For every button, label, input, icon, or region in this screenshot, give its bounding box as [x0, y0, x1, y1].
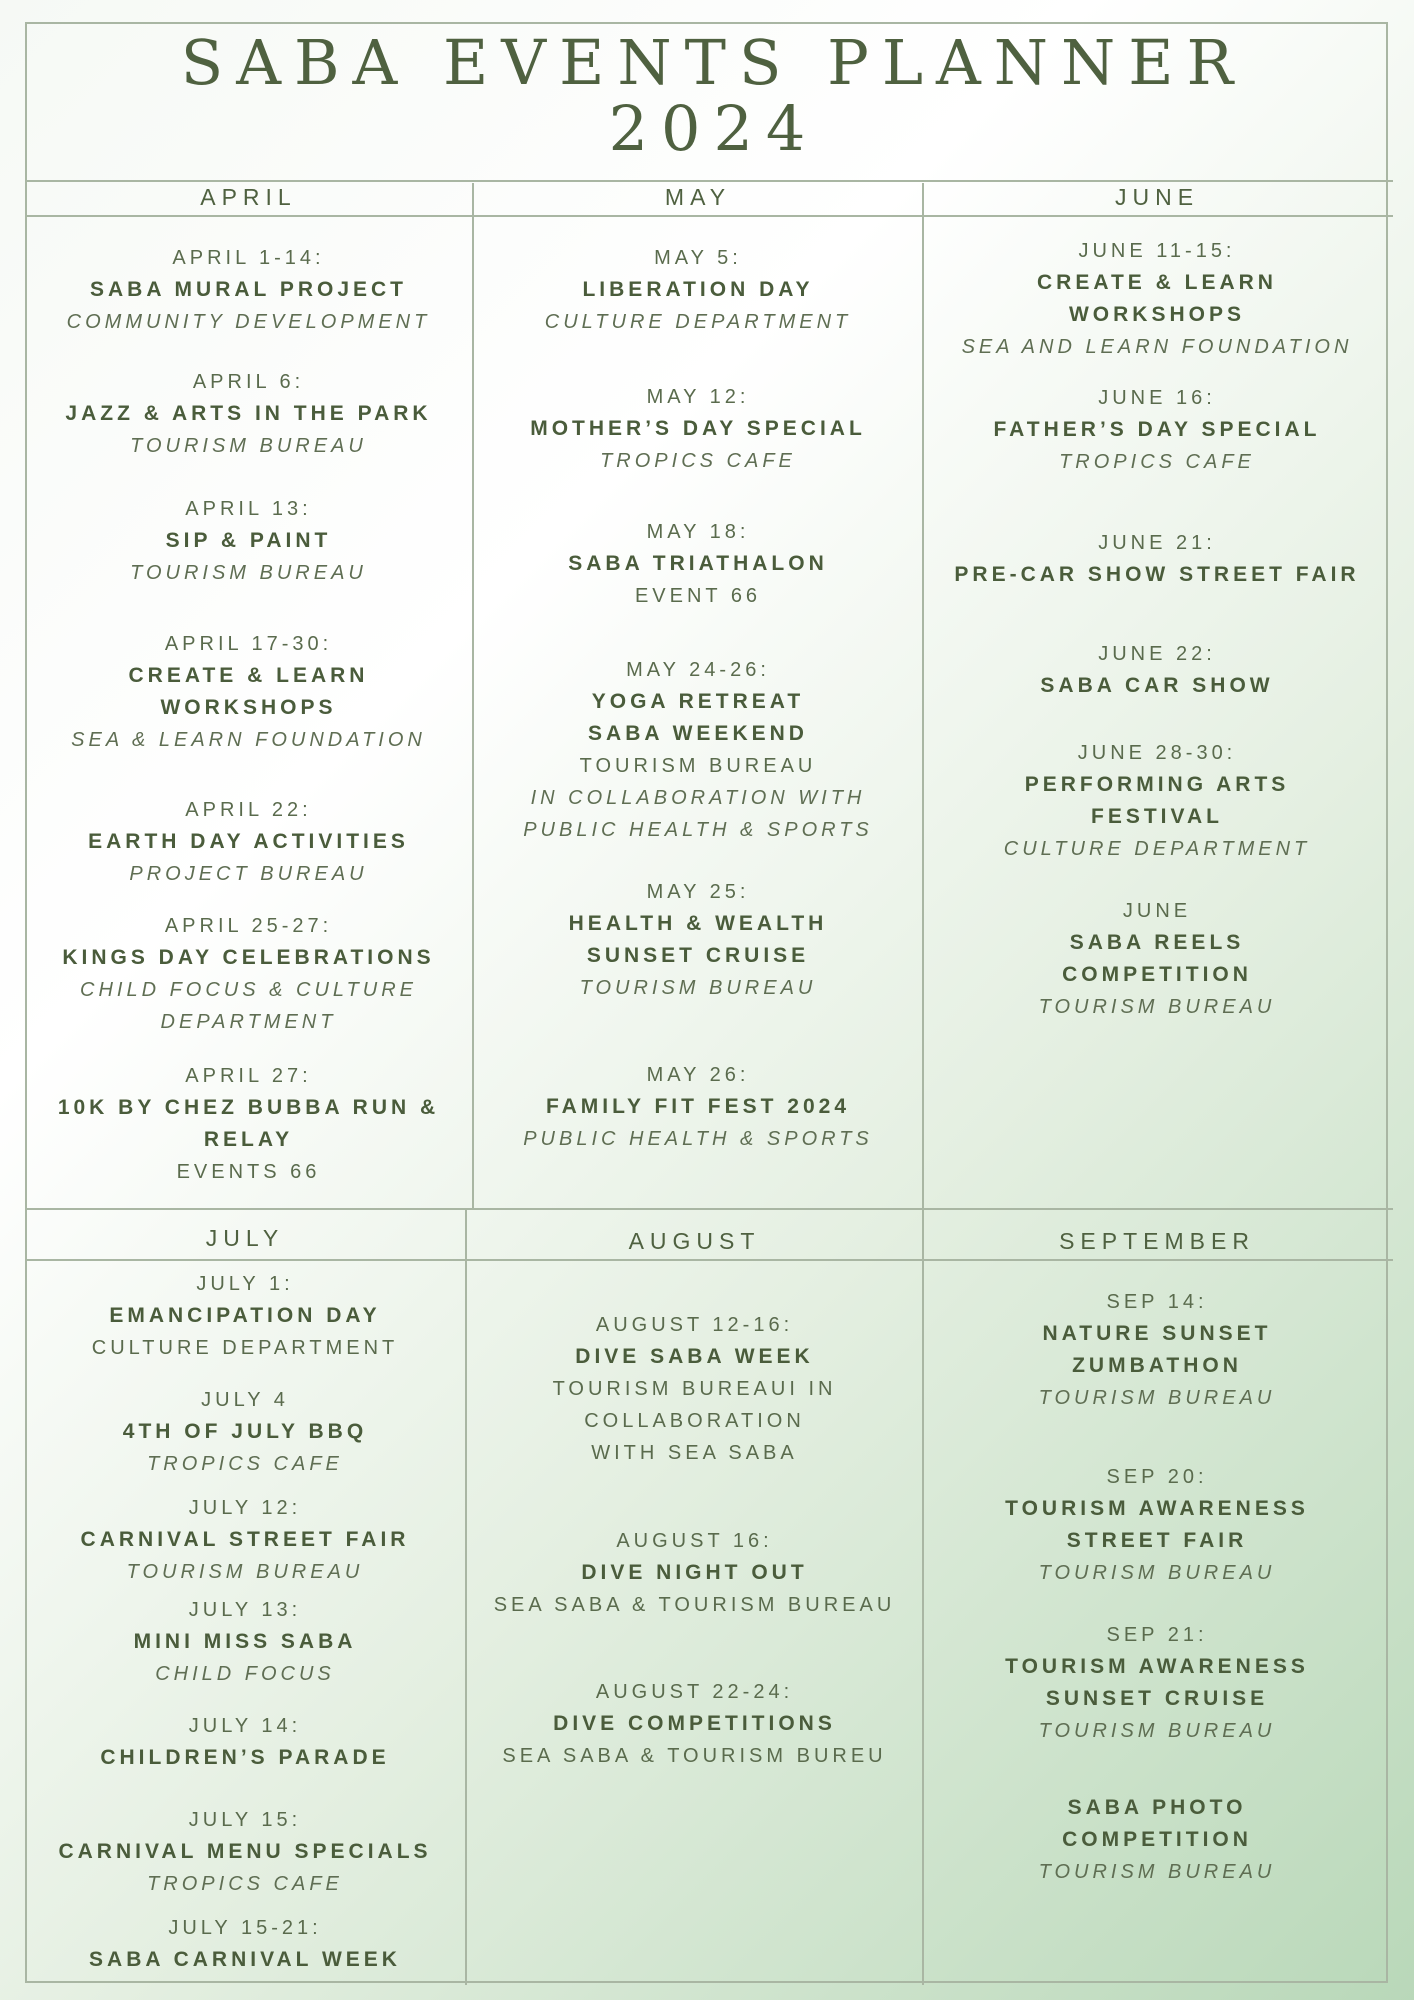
event-date: MAY 12:: [646, 386, 750, 408]
event-name: SABA WEEKEND: [588, 722, 808, 745]
event-date: JUNE 22:: [1098, 643, 1216, 665]
event: [924, 1619, 1390, 1747]
event-organizer: COMMUNITY DEVELOPMENT: [66, 311, 431, 333]
event-date: JULY 1:: [196, 1273, 294, 1295]
event-organizer: CULTURE DEPARTMENT: [91, 1337, 399, 1359]
event: [924, 1461, 1390, 1589]
event-name: TOURISM AWARENESS: [1005, 1497, 1309, 1520]
event-organizer: CULTURE DEPARTMENT: [1003, 838, 1311, 860]
event-name: RELAY: [203, 1128, 294, 1151]
event-name: WORKSHOPS: [160, 696, 337, 719]
event-organizer: WITH SEA SABA: [591, 1442, 798, 1464]
event: [467, 1676, 922, 1772]
event-name: HEALTH & WEALTH: [568, 912, 828, 935]
event-name: COMPETITION: [1062, 1828, 1252, 1851]
event-date: JULY 13:: [188, 1599, 302, 1621]
event-name: SABA TRIATHALON: [568, 552, 828, 575]
event: [25, 1912, 465, 1976]
event-organizer: TROPICS CAFE: [147, 1873, 343, 1895]
event-date: JULY 4: [201, 1389, 289, 1411]
event-date: JULY 15:: [188, 1809, 302, 1831]
event-date: JUNE: [1122, 900, 1192, 922]
event-name: CARNIVAL MENU SPECIALS: [58, 1840, 432, 1863]
event-organizer: EVENTS 66: [176, 1161, 321, 1183]
event-name: SUNSET CRUISE: [1045, 1687, 1269, 1710]
event-name: FESTIVAL: [1091, 805, 1223, 828]
event: [25, 1384, 465, 1480]
event-organizer: TOURISM BUREAU: [1038, 996, 1276, 1018]
event-date: MAY 25:: [646, 881, 750, 903]
event-organizer: TOURISM BUREAUI IN: [552, 1378, 837, 1400]
event-date: MAY 5:: [654, 247, 742, 269]
event: [25, 1710, 465, 1774]
event-organizer: TOURISM BUREAU: [126, 1561, 364, 1583]
event-name: SABA REELS: [1069, 931, 1245, 954]
event-organizer: SEA SABA & TOURISM BUREAU: [493, 1594, 896, 1616]
event-date: AUGUST 22-24:: [595, 1681, 794, 1703]
event-organizer: TOURISM BUREAU: [1038, 1720, 1276, 1742]
event-date: APRIL 1-14:: [172, 247, 325, 269]
event-date: AUGUST 12-16:: [595, 1314, 794, 1336]
event-date: MAY 26:: [646, 1064, 750, 1086]
event: [25, 1268, 465, 1364]
event: [924, 1792, 1390, 1888]
event-organizer: CHILD FOCUS: [155, 1663, 335, 1685]
event-name: DIVE NIGHT OUT: [581, 1561, 808, 1584]
event-name: SABA MURAL PROJECT: [89, 278, 408, 301]
event-date: SEP 20:: [1106, 1466, 1208, 1488]
event-organizer: TOURISM BUREAU: [1038, 1562, 1276, 1584]
event-date: MAY 24-26:: [626, 659, 770, 681]
event-name: NATURE SUNSET: [1042, 1322, 1272, 1345]
event-collaboration: IN COLLABORATION WITH: [530, 787, 866, 809]
event-date: JUNE 28-30:: [1077, 742, 1237, 764]
month-header-april: APRIL: [200, 184, 297, 210]
event-name: DIVE COMPETITIONS: [553, 1712, 836, 1735]
event-organizer: TROPICS CAFE: [1059, 451, 1255, 473]
event-name: ZUMBATHON: [1072, 1354, 1242, 1377]
event-organizer: TROPICS CAFE: [600, 450, 796, 472]
event-organizer: TROPICS CAFE: [147, 1453, 343, 1475]
event: [25, 1492, 465, 1588]
event-organizer: CHILD FOCUS & CULTURE: [80, 979, 417, 1001]
event-date: APRIL 17-30:: [164, 633, 333, 655]
event-date: JUNE 21:: [1098, 532, 1216, 554]
event-name: CREATE & LEARN: [1037, 271, 1277, 294]
event-collaboration: PUBLIC HEALTH & SPORTS: [523, 819, 873, 841]
event-name: KINGS DAY CELEBRATIONS: [62, 946, 435, 969]
event-organizer: SEA SABA & TOURISM BUREU: [502, 1745, 887, 1767]
event-date: AUGUST 16:: [616, 1530, 773, 1552]
event: [924, 1286, 1390, 1414]
event-name: PRE-CAR SHOW STREET FAIR: [954, 563, 1360, 586]
event-name: CARNIVAL STREET FAIR: [80, 1528, 410, 1551]
event-name: MOTHER’S DAY SPECIAL: [530, 417, 866, 440]
event-name: COMPETITION: [1062, 963, 1252, 986]
event-name: TOURISM AWARENESS: [1005, 1655, 1309, 1678]
column-september: [924, 0, 1390, 2000]
event-name: FAMILY FIT FEST 2024: [545, 1095, 851, 1118]
event-date: MAY 18:: [646, 521, 750, 543]
event: [25, 1804, 465, 1900]
event-name: SIP & PAINT: [165, 529, 332, 552]
event-date: APRIL 27:: [185, 1065, 312, 1087]
event-organizer: DEPARTMENT: [160, 1011, 337, 1033]
event-date: JULY 15-21:: [168, 1917, 322, 1939]
column-august: [467, 0, 922, 2000]
month-header-july: JULY: [205, 1225, 285, 1251]
event-date: APRIL 13:: [185, 498, 312, 520]
month-header-june: JUNE: [1114, 184, 1200, 210]
event-organizer: EVENT 66: [634, 585, 762, 607]
event: [467, 1525, 922, 1621]
event-date: APRIL 25-27:: [164, 915, 333, 937]
event-organizer: TOURISM BUREAU: [1038, 1387, 1276, 1409]
event-name: EMANCIPATION DAY: [109, 1304, 381, 1327]
event-name: WORKSHOPS: [1068, 303, 1245, 326]
event-name: SABA CARNIVAL WEEK: [89, 1948, 401, 1971]
event-organizer: SEA AND LEARN FOUNDATION: [961, 336, 1353, 358]
title-line-2: 2024: [608, 92, 819, 165]
event-organizer: PUBLIC HEALTH & SPORTS: [523, 1128, 873, 1150]
event-name: DIVE SABA WEEK: [575, 1345, 814, 1368]
event-organizer: TOURISM BUREAU: [130, 562, 367, 584]
event-date: SEP 21:: [1106, 1624, 1208, 1646]
event-name: FATHER’S DAY SPECIAL: [993, 418, 1321, 441]
event: [25, 1594, 465, 1690]
month-header-august: AUGUST: [628, 1228, 761, 1254]
event-name: 10K BY CHEZ BUBBA RUN &: [57, 1096, 440, 1119]
title-line-1: SABA EVENTS PLANNER: [180, 26, 1247, 99]
column-july: [25, 0, 465, 2000]
event-name: EARTH DAY ACTIVITIES: [88, 830, 409, 853]
event-date: SEP 14:: [1106, 1291, 1208, 1313]
event-name: SABA PHOTO: [1067, 1796, 1247, 1819]
event-name: JAZZ & ARTS IN THE PARK: [65, 402, 432, 425]
event: [467, 1309, 922, 1469]
event-date: JULY 14:: [188, 1715, 302, 1737]
event-name: YOGA RETREAT: [591, 690, 805, 713]
event-name: CHILDREN’S PARADE: [100, 1746, 390, 1769]
event-date: APRIL 6:: [192, 371, 305, 393]
event-organizer: COLLABORATION: [584, 1410, 805, 1432]
event-organizer: CULTURE DEPARTMENT: [544, 311, 852, 333]
event-name: PERFORMING ARTS: [1024, 773, 1290, 796]
event-name: 4TH OF JULY BBQ: [122, 1420, 368, 1443]
event-date: JUNE 11-15:: [1078, 240, 1236, 262]
event-name: SUNSET CRUISE: [586, 944, 810, 967]
event-date: APRIL 22:: [185, 799, 312, 821]
event-name: SABA CAR SHOW: [1040, 674, 1274, 697]
event-organizer: PROJECT BUREAU: [129, 863, 368, 885]
event-name: LIBERATION DAY: [582, 278, 814, 301]
event-date: JUNE 16:: [1098, 387, 1216, 409]
event-name: CREATE & LEARN: [128, 664, 369, 687]
event-organizer: TOURISM BUREAU: [579, 755, 817, 777]
event-organizer: TOURISM BUREAU: [579, 977, 817, 999]
month-header-may: MAY: [664, 184, 732, 210]
month-header-september: SEPTEMBER: [1059, 1228, 1255, 1254]
event-organizer: SEA & LEARN FOUNDATION: [71, 729, 426, 751]
event-date: JULY 12:: [188, 1497, 302, 1519]
event-organizer: TOURISM BUREAU: [130, 435, 367, 457]
event-name: MINI MISS SABA: [133, 1630, 357, 1653]
event-name: STREET FAIR: [1066, 1529, 1248, 1552]
event-organizer: TOURISM BUREAU: [1038, 1861, 1276, 1883]
